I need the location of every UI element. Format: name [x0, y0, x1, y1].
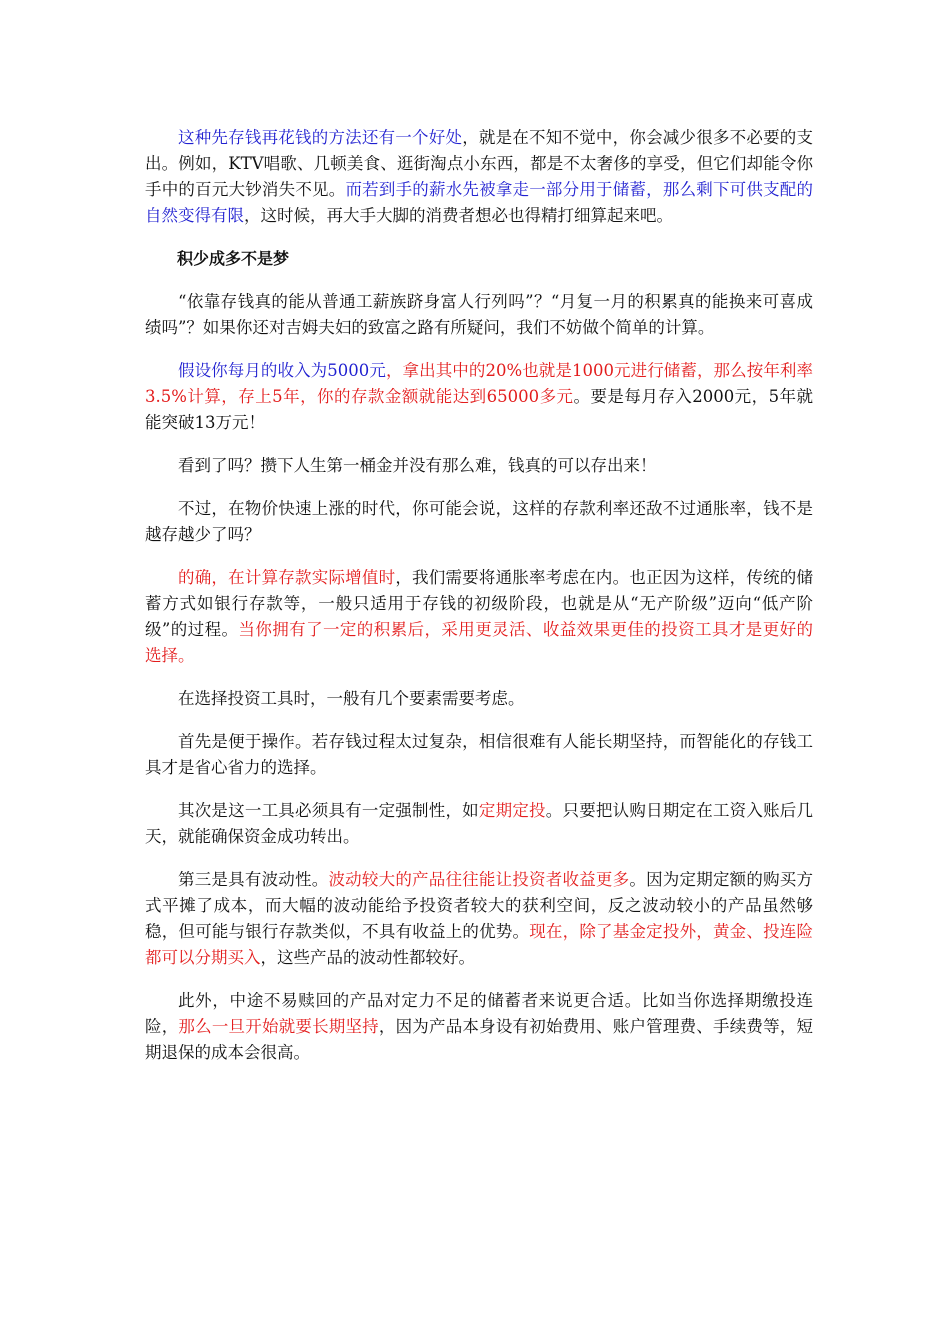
- paragraph-first-pot: [145, 453, 813, 479]
- text-run: 波动较大的产品往往能让投资者收益更多: [328, 870, 630, 889]
- paragraph-factor-ease: [145, 729, 813, 781]
- text-run: ，这些产品的波动性都较好。: [260, 948, 475, 967]
- text-run: 而若到手的薪水先被拿走一部分用于储蓄，那么剩下可供支配的自然变得有限: [145, 180, 814, 225]
- text-run: ，这时候，再大手大脚的消费者想必也得精打细算起来吧。: [244, 206, 673, 225]
- text-run: 的确，在计算存款实际增值时: [178, 568, 396, 587]
- text-run: 不过，在物价快速上涨的时代，你可能会说，这样的存款利率还敌不过通胀率，钱不是越存越少了吗？: [145, 499, 813, 544]
- text-run: ，拿出其中的20%也就是1000元进行储蓄，那么按年利率3.5%计算，存上5年，你的存款金额就能达到65000多元: [145, 361, 813, 406]
- text-run: 首先是便于操作。若存钱过程太过复杂，相信很难有人能长期坚持，而智能化的存钱工具才是省心省力的选择。: [145, 732, 813, 777]
- text-run: 。因为定期定额的购买方式平摊了成本，而大幅的波动能给予投资者较大的获利空间，反之波动较小的产品虽然够稳，但可能与银行存款类似，不具有收益上的优势。: [145, 870, 814, 941]
- text-run: 看到了吗？攒下人生第一桶金并没有那么难，钱真的可以存出来！: [178, 456, 657, 475]
- paragraph-inflation-question: [145, 496, 813, 548]
- paragraph-inflation-answer: [145, 565, 813, 669]
- section-heading: 积少成多不是梦: [177, 249, 290, 268]
- text-run: 在选择投资工具时，一般有几个要素需要考虑。: [178, 689, 525, 708]
- text-run: 定期定投: [478, 801, 546, 820]
- paragraph-calculation: [145, 358, 813, 436]
- text-run: ，就是在不知不觉中，你会减少很多不必要的支出。例如，KTV唱歌、几顿美食、逛街淘点小东西，都是不太奢侈的享受，但它们却能令你手中的百元大钞消失不见。: [145, 128, 814, 199]
- text-run: “依靠存钱真的能从普通工薪族跻身富人行列吗”？“月复一月的积累真的能换来可喜成绩吗”？如果你还对吉姆夫妇的致富之路有所疑问，我们不妨做个简单的计算。: [145, 292, 813, 337]
- paragraph-factors-intro: [145, 686, 813, 712]
- text-run: 此外，中途不易赎回的产品对定力不足的储蓄者来说更合适。比如当你选择期缴投连险，: [145, 991, 813, 1036]
- text-run: 当你拥有了一定的积累后，采用更灵活、收益效果更佳的投资工具才是更好的选择。: [145, 620, 814, 665]
- paragraph-factor-volatility: [145, 867, 813, 971]
- paragraph-factor-mandatory: [145, 798, 813, 850]
- text-run: 其次是这一工具必须具有一定强制性，如: [178, 801, 479, 820]
- text-run: ，因为产品本身设有初始费用、账户管理费、手续费等，短期退保的成本会很高。: [145, 1017, 814, 1062]
- paragraph-questions: [145, 289, 813, 341]
- document-page: [145, 125, 813, 1083]
- text-run: 这种先存钱再花钱的方法还有一个好处: [178, 128, 463, 147]
- text-run: 。要是每月存入2000元，5年就能突破13万元！: [145, 387, 813, 432]
- text-run: ，我们需要将通胀率考虑在内。也正因为这样，传统的储蓄方式如银行存款等，一般只适用于存钱的初级阶段，也就是从“无产阶级”迈向“低产阶级”的过程。: [145, 568, 814, 639]
- text-run: 。只要把认购日期定在工资入账后几天，就能确保资金成功转出。: [145, 801, 814, 846]
- text-run: 现在，除了基金定投外，黄金、投连险都可以分期买入: [145, 922, 814, 967]
- text-run: 那么一旦开始就要长期坚持: [178, 1017, 379, 1036]
- text-run: 第三是具有波动性。: [178, 870, 329, 889]
- paragraph-save-first-benefit: [145, 125, 813, 229]
- paragraph-factor-redemption: [145, 988, 813, 1066]
- text-run: 假设你每月的收入为5000元: [178, 361, 386, 380]
